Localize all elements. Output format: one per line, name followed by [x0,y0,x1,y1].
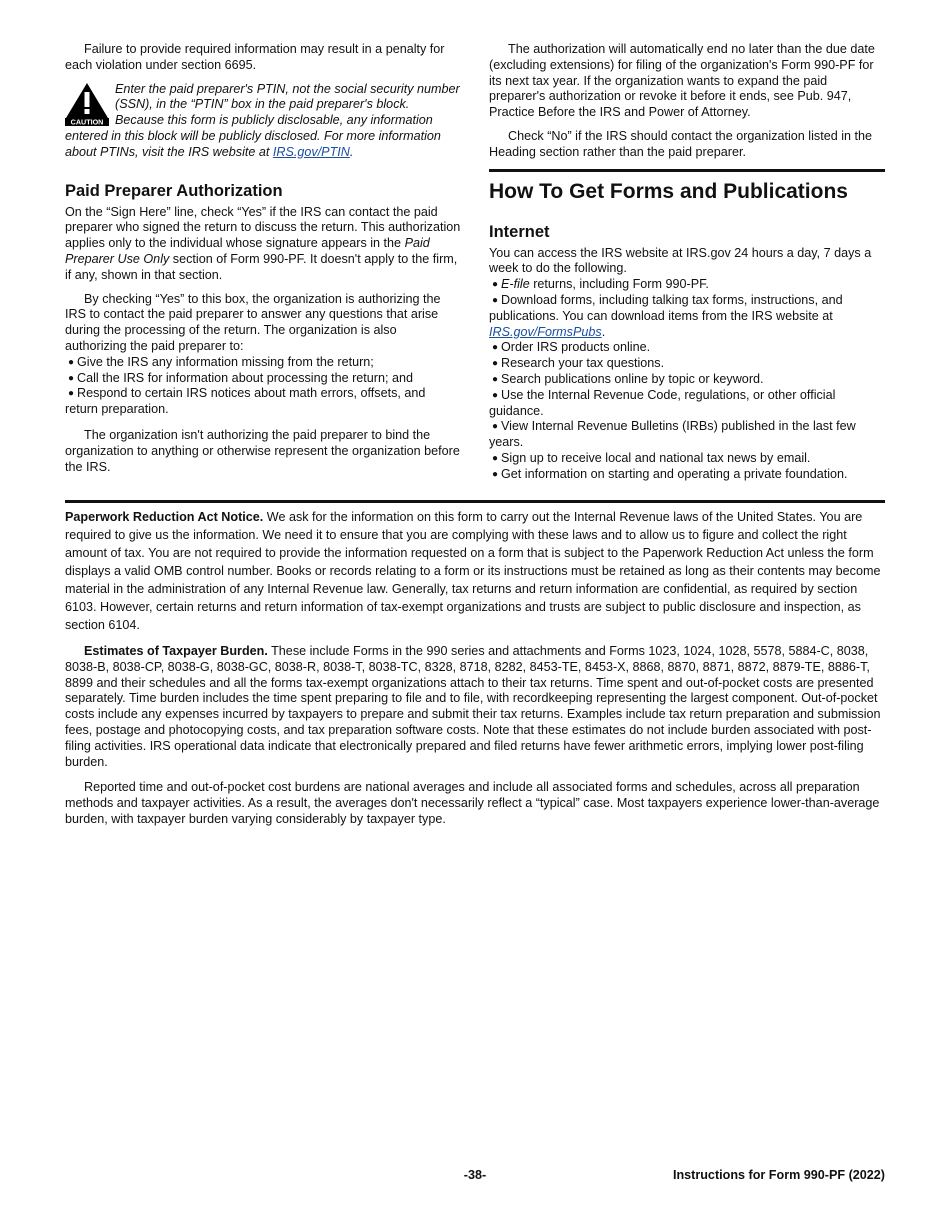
list-item: ● Order IRS products online. [491,340,651,355]
caution-icon [65,82,109,126]
caution-text: Enter the paid preparer's PTIN, not the social security number (SSN), in the “PTIN” box in the paid preparer's block. Because this form is publicly disclosable, any information entered in this block will be publicly disclosed. For more information about PTINs, visit the IRS website at IRS.gov/PTIN. [65,81,460,159]
caution-label: CAUTION [70,117,104,126]
check-no-paragraph: Check “No” if the IRS should contact the organization listed in the Heading section rather than the paid preparer. [489,128,873,159]
forms-section-title: How To Get Forms and Publications [489,179,848,203]
forms-section [489,169,885,205]
penalty-paragraph: Failure to provide required information may result in a penalty for each violation under section 6695. [65,42,445,72]
section-divider [65,500,885,503]
list-item: ● Sign up to receive local and national tax news by email. [491,450,811,465]
left-column [65,42,461,475]
list-item: ● Use the Internal Revenue Code, regulations, or other official guidance. [489,387,836,418]
list-item: ● Search publications online by topic or keyword. [491,371,764,386]
burden-section [65,508,885,828]
reported-burden: Reported time and out-of-pocket cost burdens are national averages and include all associated forms and schedules, across all preparation methods and taxpayer activities. As a result, the averages don't necessarily reflect a “typical” case. Most taxpayers experience lower-than-average burden, with taxpayer burden varying considerably by taxpayer type. [65,780,880,826]
paid-preparer-heading: Paid Preparer Authorization [65,181,283,200]
list-item: ● Respond to certain IRS notices about math errors, offsets, and return preparation. [65,386,426,417]
page-number: -38- [463,1168,487,1182]
paperwork-notice: Paperwork Reduction Act Notice. We ask for the information on this form to carry out the Internal Revenue laws of the United States. You are required to give us the information. We need it to ensure that you are complying with these laws and to allow us to figure and collect the right amount of tax. You are not required to provide the information requested on a form that is subject to the Paperwork Reduction Act unless the form displays a valid OMB control number. Books or records relating to a form or its instructions must be retained as long as their contents may become material in the administration of any Internal Revenue law. Generally, tax returns and return information are confidential, as required by section 6103. However, certain returns and return information of tax-exempt organizations and trusts are subject to public disclosure and inspection, as section 6104. [65,510,881,632]
authorization-end-paragraph: The authorization will automatically end no later than the due date (excluding extensions) for filing of the organization's Form 990-PF for its next tax year. If the organization wants to expand the paid preparer's authorization or revoke it before it ends, see Pub. 947, Practice Before the IRS and Power of Attorney. [489,42,875,120]
ptin-link[interactable]: IRS.gov/PTIN [272,144,350,159]
sign-here-paragraph: On the “Sign Here” line, check “Yes” if the IRS can contact the paid preparer who signed the return to discuss the return. This authorization applies only to the individual whose signature appears in the Paid Preparer Use Only section of Form 990-PF. It doesn't apply to the firm, if any, shown in that section. [65,204,461,282]
not-bind-paragraph: The organization isn't authorizing the paid preparer to bind the organization to anything or otherwise represent the organization before the IRS. [65,427,460,474]
list-item: ● View Internal Revenue Bulletins (IRBs) published in the last few years. [489,419,856,450]
authorization-paragraph: By checking “Yes” to this box, the organization is authorizing the IRS to contact the paid preparer to answer any questions that arise during the processing of the return. The organization is also authorizing the paid preparer to: [65,291,441,353]
burden-estimates: Estimates of Taxpayer Burden. These include Forms in the 990 series and attachments and Forms 1023, 1024, 1028, 5578, 5884-C, 8038, 8038-B, 8038-CP, 8038-G, 8038-GC, 8038-R, 8038-T, 8038-TC, 8328, 8718, 8282, 8453-TE, 8453-X, 8868, 8870, 8871, 8872, 8879-TE, 8886-T, 8899 and their schedules and all the forms tax-exempt organizations attach to their tax returns. Time spent and out-of-pocket costs are presented separately. Time burden includes the time spent preparing to file and to file, with recordkeeping representing the largest component. Out-of-pocket costs include any expenses incurred by taxpayers to prepare and submit their tax returns. Examples include tax return preparation and submission fees, postage and photocopying costs, and tax preparation software costs. Note that these estimates do not include burden associated with post-filing activities. IRS operational data indicate that electronically prepared and filed returns have fewer arithmetic errors, implying lower post-filing burden. [65,644,881,769]
list-item: ● Get information on starting and operating a private foundation. [491,466,848,481]
caution-block [65,82,461,161]
list-item: ● E-file returns, including Form 990-PF. [491,277,709,292]
internet-list [489,277,885,482]
authorization-list [65,355,461,418]
right-column [489,42,885,483]
list-item: ● Download forms, including talking tax forms, instructions, and publications. You can download items from the IRS website at IRS.gov/FormsPubs. [489,292,843,339]
form-title-footer: Instructions for Form 990-PF (2022) [672,1168,885,1182]
internet-intro: You can access the IRS website at IRS.gov 24 hours a day, 7 days a week to do the following. [489,245,872,276]
list-item: ● Give the IRS any information missing from the return; [67,354,374,369]
formspubs-link[interactable]: IRS.gov/FormsPubs [489,324,602,339]
internet-heading: Internet [489,222,550,241]
list-item: ● Research your tax questions. [491,356,665,371]
list-item: ● Call the IRS for information about processing the return; and [67,370,414,385]
